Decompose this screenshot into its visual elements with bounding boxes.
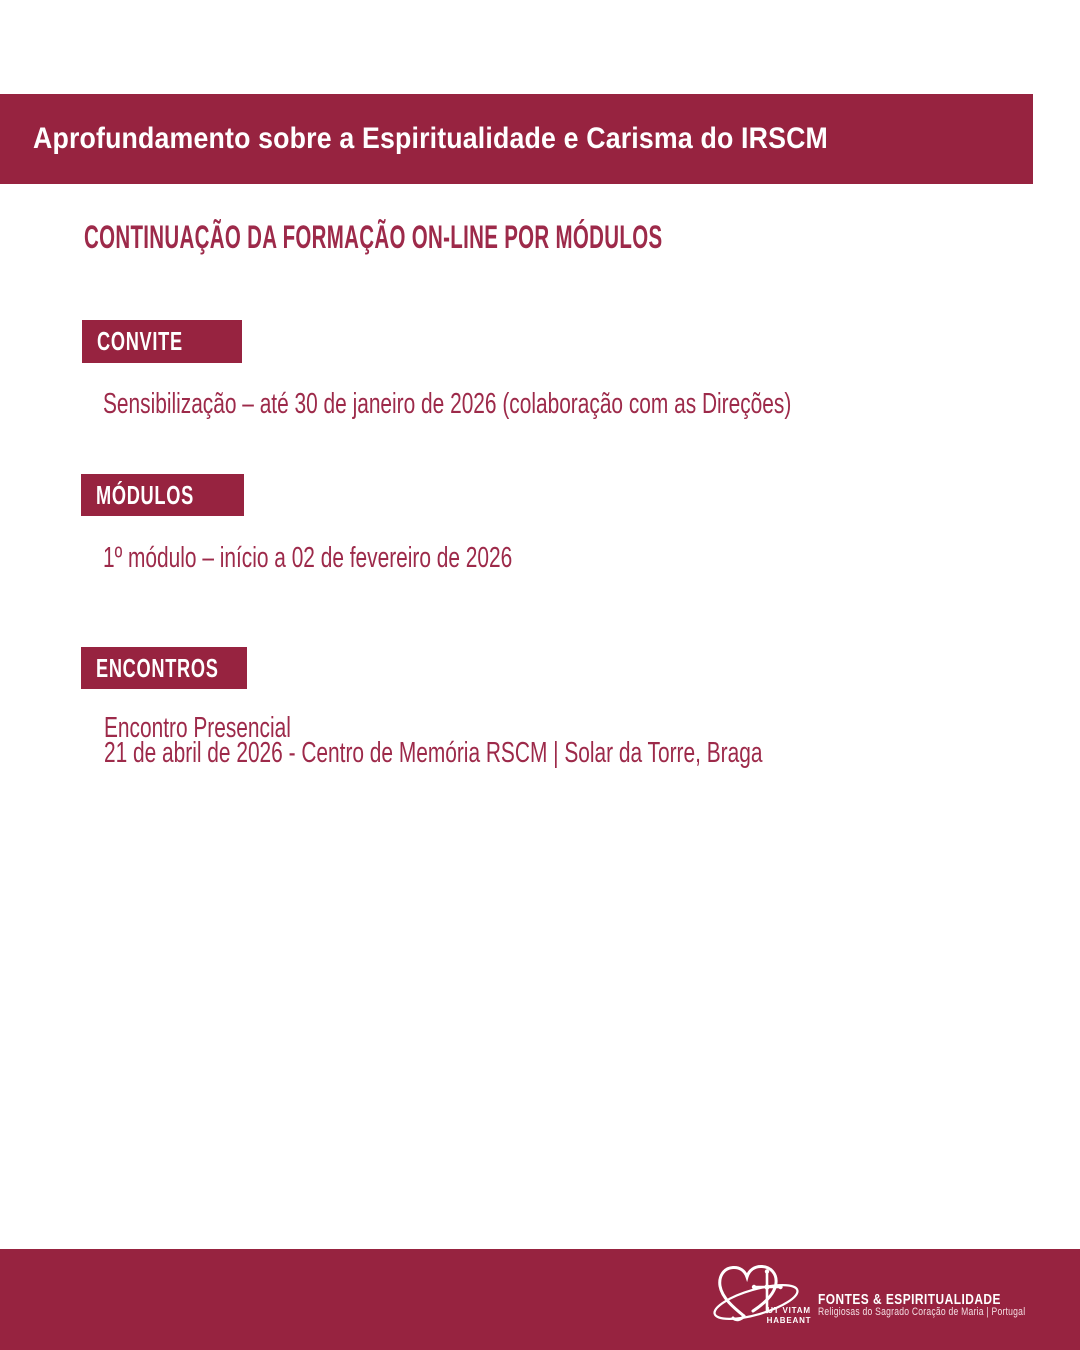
badge-encontros: [81, 647, 247, 689]
logo-motto-line-1: UT VITAM: [767, 1306, 811, 1315]
encontros-line-1: Encontro Presencial: [104, 712, 291, 744]
badge-convite: [82, 320, 242, 363]
encontros-text: [104, 712, 1019, 769]
badge-modulos-label: MÓDULOS: [96, 479, 194, 510]
convite-text: Sensibilização – até 30 de janeiro de 2026 (colaboração com as Direções): [103, 388, 792, 420]
modulos-text: 1º módulo – início a 02 de fevereiro de 2026: [103, 542, 513, 574]
encontros-line-2: 21 de abril de 2026 - Centro de Memória RSCM | Solar da Torre, Braga: [104, 737, 763, 769]
brand-name: FONTES & ESPIRITUALIDADE: [818, 1292, 1001, 1308]
badge-convite-label: CONVITE: [97, 326, 183, 356]
header-band: [0, 94, 1033, 184]
subtitle: CONTINUAÇÃO DA FORMAÇÃO ON-LINE POR MÓDULOS: [84, 219, 663, 255]
page-title: Aprofundamento sobre a Espiritualidade e Carisma do IRSCM: [33, 122, 828, 155]
brand-tagline: Religiosas do Sagrado Coração de Maria | Portugal: [818, 1306, 1026, 1318]
logo-motto-line-2: HABEANT: [766, 1315, 812, 1325]
badge-modulos: [81, 474, 244, 516]
logo-motto: [754, 1306, 824, 1325]
badge-encontros-label: ENCONTROS: [96, 652, 219, 683]
